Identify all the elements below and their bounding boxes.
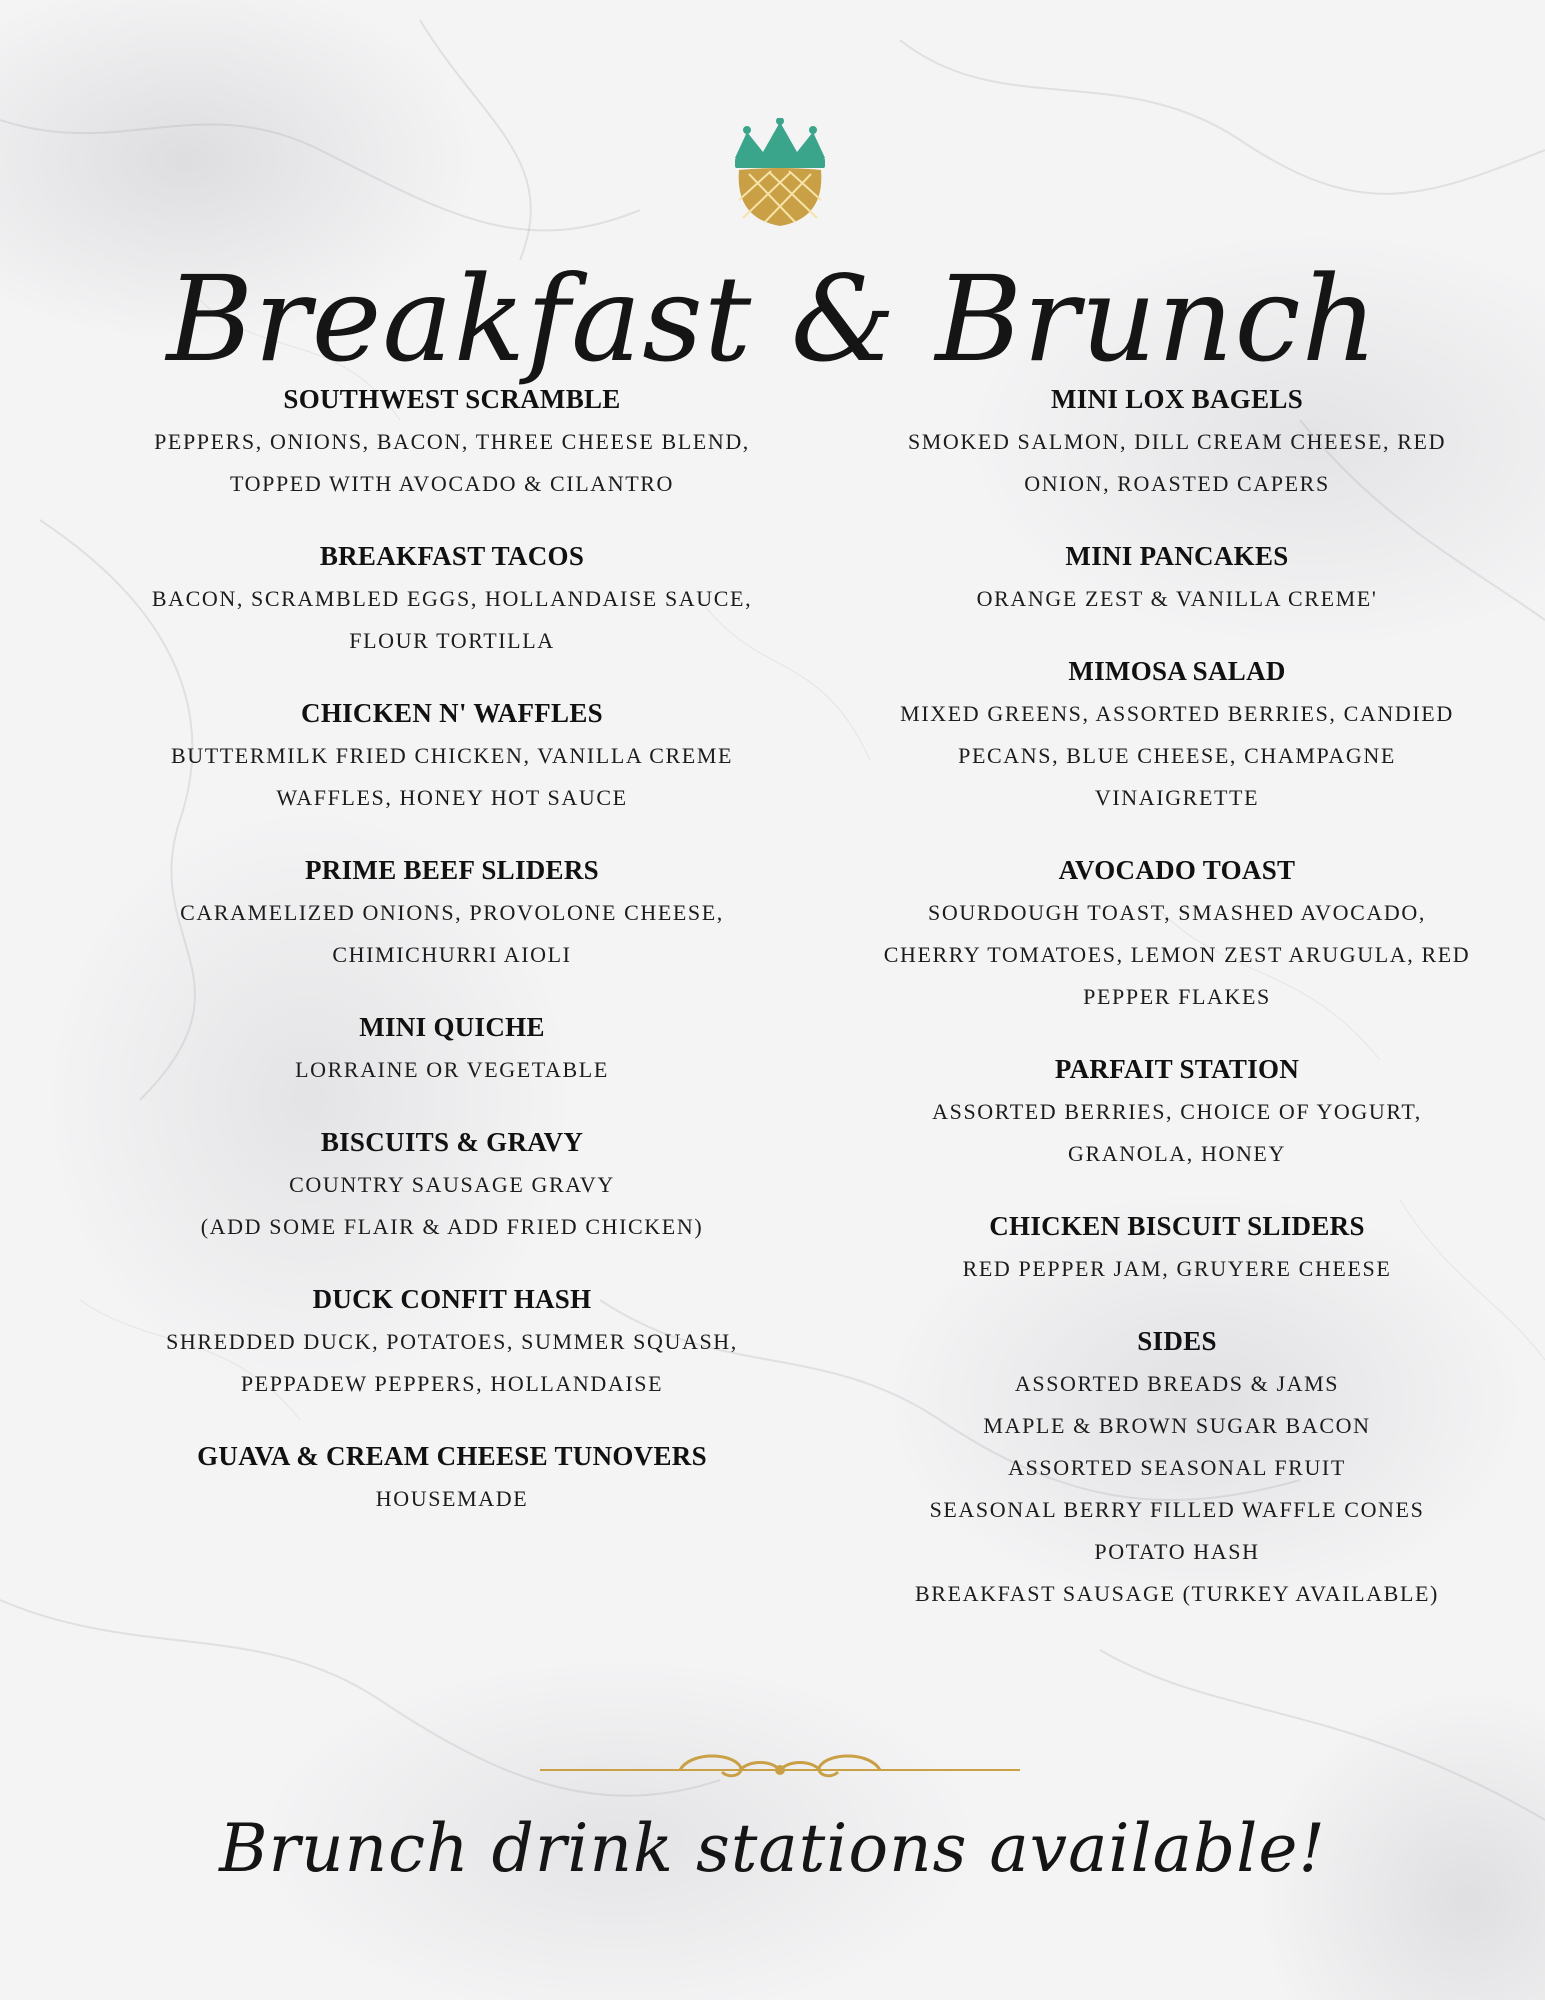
item-description-line: ASSORTED SEASONAL FRUIT xyxy=(1008,1455,1346,1480)
item-name: GUAVA & CREAM CHEESE TUNOVERS xyxy=(197,1441,707,1471)
item-description-line: GRANOLA, HONEY xyxy=(1068,1141,1286,1166)
item-description-line: FLOUR TORTILLA xyxy=(349,628,555,653)
item-name: CHICKEN BISCUIT SLIDERS xyxy=(989,1211,1365,1241)
item-description-line: LORRAINE OR VEGETABLE xyxy=(295,1057,609,1082)
item-name: CHICKEN N' WAFFLES xyxy=(301,698,603,728)
item-description-line: COUNTRY SAUSAGE GRAVY xyxy=(289,1172,615,1197)
menu-item xyxy=(122,1127,782,1248)
item-description-line: TOPPED WITH AVOCADO & CILANTRO xyxy=(229,471,675,496)
item-name: MINI LOX BAGELS xyxy=(1050,384,1304,414)
item-description-line: MIXED GREENS, ASSORTED BERRIES, CANDIED xyxy=(900,701,1454,726)
menu-item xyxy=(847,384,1507,505)
menu-column-right xyxy=(847,384,1507,1651)
item-description-line: CHERRY TOMATOES, LEMON ZEST ARUGULA, RED xyxy=(883,942,1471,967)
item-description-line: PECANS, BLUE CHEESE, CHAMPAGNE xyxy=(958,743,1396,768)
item-description-line: SMOKED SALMON, DILL CREAM CHEESE, RED xyxy=(907,429,1447,454)
menu-footer xyxy=(0,1750,1545,1930)
menu-item xyxy=(122,1012,782,1091)
item-name: PRIME BEEF SLIDERS xyxy=(305,855,599,885)
item-description-line: SOURDOUGH TOAST, SMASHED AVOCADO, xyxy=(928,900,1426,925)
item-description-line: POTATO HASH xyxy=(1094,1539,1260,1564)
item-description-line: PEPPERS, ONIONS, BACON, THREE CHEESE BLEND, xyxy=(154,429,750,454)
item-name: SOUTHWEST SCRAMBLE xyxy=(283,384,621,414)
crowned-pineapple-icon xyxy=(725,118,835,228)
item-description-line: PEPPADEW PEPPERS, HOLLANDAISE xyxy=(240,1371,664,1396)
menu-item xyxy=(847,1211,1507,1290)
menu-item xyxy=(122,855,782,976)
gold-flourish-divider xyxy=(540,1750,1020,1790)
item-name: BREAKFAST TACOS xyxy=(319,541,585,571)
menu-item xyxy=(847,1054,1507,1175)
item-description-line: VINAIGRETTE xyxy=(1094,785,1260,810)
menu-item xyxy=(122,1441,782,1520)
item-description-line: ORANGE ZEST & VANILLA CREME' xyxy=(976,586,1378,611)
menu-item xyxy=(847,656,1507,819)
item-description-line: SHREDDED DUCK, POTATOES, SUMMER SQUASH, xyxy=(166,1329,738,1354)
item-description-line: ASSORTED BREADS & JAMS xyxy=(1014,1371,1340,1396)
item-name: PARFAIT STATION xyxy=(1054,1054,1300,1084)
item-name: MINI PANCAKES xyxy=(1065,541,1289,571)
item-description-line: ASSORTED BERRIES, CHOICE OF YOGURT, xyxy=(932,1099,1422,1124)
menu-header xyxy=(0,110,1545,388)
menu-item xyxy=(847,541,1507,620)
item-description-line: CHIMICHURRI AIOLI xyxy=(332,942,572,967)
item-name: AVOCADO TOAST xyxy=(1058,855,1296,885)
item-description-line: SEASONAL BERRY FILLED WAFFLE CONES xyxy=(929,1497,1425,1522)
item-name: MIMOSA SALAD xyxy=(1068,656,1286,686)
menu-column-left xyxy=(122,384,782,1556)
item-description-line: MAPLE & BROWN SUGAR BACON xyxy=(983,1413,1371,1438)
item-description-line: BREAKFAST SAUSAGE (TURKEY AVAILABLE) xyxy=(915,1581,1439,1606)
item-description-line: ONION, ROASTED CAPERS xyxy=(1024,471,1330,496)
item-description-line: BACON, SCRAMBLED EGGS, HOLLANDAISE SAUCE, xyxy=(151,586,753,611)
item-description-line: PEPPER FLAKES xyxy=(1083,984,1271,1009)
item-name: DUCK CONFIT HASH xyxy=(312,1284,592,1314)
item-name: MINI QUICHE xyxy=(359,1012,545,1042)
item-name: BISCUITS & GRAVY xyxy=(320,1127,584,1157)
item-name: SIDES xyxy=(1137,1326,1217,1356)
footer-note: Brunch drink stations available! xyxy=(219,1810,1326,1887)
item-description-line: WAFFLES, HONEY HOT SAUCE xyxy=(276,785,628,810)
menu-item xyxy=(847,1326,1507,1615)
menu-item xyxy=(122,384,782,505)
menu-item xyxy=(847,855,1507,1018)
item-description-line: HOUSEMADE xyxy=(375,1486,529,1511)
item-description-line: CARAMELIZED ONIONS, PROVOLONE CHEESE, xyxy=(180,900,724,925)
item-description-line: RED PEPPER JAM, GRUYERE CHEESE xyxy=(962,1256,1392,1281)
item-description-line: BUTTERMILK FRIED CHICKEN, VANILLA CREME xyxy=(170,743,734,768)
menu-item xyxy=(122,541,782,662)
item-description-line: (ADD SOME FLAIR & ADD FRIED CHICKEN) xyxy=(200,1214,704,1239)
menu-item xyxy=(122,1284,782,1405)
menu-item xyxy=(122,698,782,819)
page-title: Breakfast & Brunch xyxy=(166,250,1379,388)
